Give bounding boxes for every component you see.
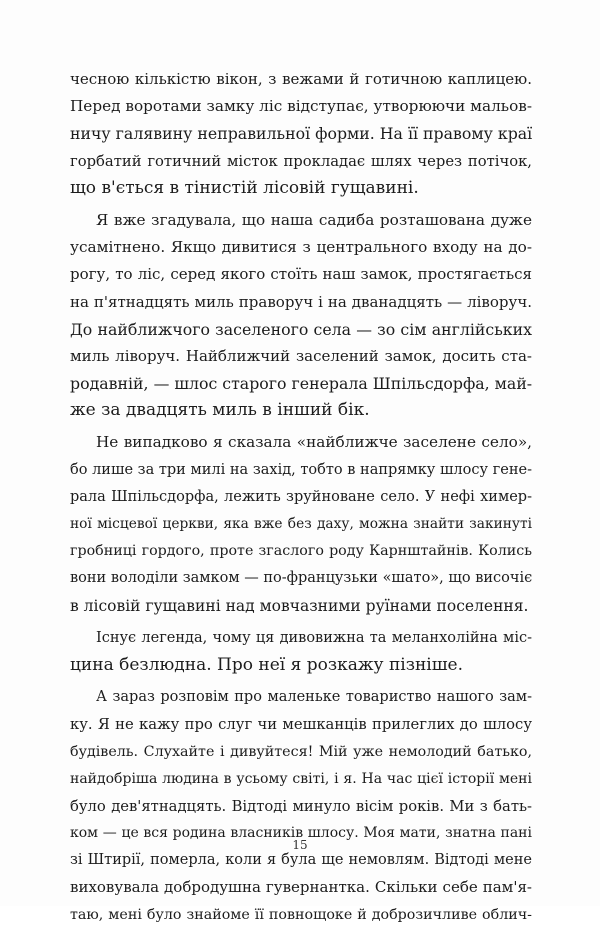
text-line: виховувала добродушна гувернантка. Скільки себе пам'я- (70, 878, 532, 897)
text-line: Існує легенда, чому ця дивовижна та меланхолійна міс- (96, 629, 532, 646)
text-line: в лісовій гущавині над мовчазними руїнами поселення. (70, 596, 529, 615)
text-line: вони володіли замком — по-французьки «шато», що височіє (70, 570, 532, 587)
text-line: А зараз розповім про маленьке товариство нашого зам- (96, 689, 532, 706)
text-line: ничу галявину неправильної форми. На її правому краї (70, 124, 532, 144)
text-line: До найближчого заселеного села — зо сім англійських (70, 319, 532, 339)
text-line: зі Штирії, померла, коли я була ще немовлям. Відтоді мене (70, 852, 532, 869)
text-line: на п'ятнадцять миль праворуч і на дванадцять — ліворуч. (70, 292, 532, 311)
text-line: же за двадцять миль в інший бік. (70, 400, 370, 421)
text-line: чесною кількістю вікон, з вежами й готичною каплицею. (70, 70, 532, 88)
text-line: що в'ється в тінистій лісовій гущавині. (70, 177, 419, 198)
text-line: миль ліворуч. Найближчий заселений замок, досить ста- (70, 346, 532, 365)
text-line: бо лише за три милі на захід, тобто в напрямку шлосу гене- (70, 461, 532, 478)
text-line: Не випадково я сказала «найближче заселене село», (96, 433, 532, 452)
text-line: усамітнено. Якщо дивитися з центрального входу на до- (70, 238, 532, 257)
text-line: рала Шпільсдорфа, лежить зруйноване село. У нефі химер- (70, 488, 532, 505)
text-line: будівель. Слухайте і дивуйтеся! Мій уже немолодий батько, (70, 743, 532, 760)
text-line: цина безлюдна. Про неї я розкажу пізніше. (70, 654, 464, 675)
text-line: Перед воротами замку ліс відступає, утворюючи мальов- (70, 97, 532, 116)
text-line: таю, мені було знайоме її повнощоке й доброзичливе облич- (70, 906, 532, 923)
text-line: ку. Я не кажу про слуг чи мешканців прилеглих до шлосу (70, 716, 532, 734)
text-line: гробниці гордого, проте згаслого роду Карнштайнів. Колись (70, 543, 532, 560)
text-line: рогу, то ліс, серед якого стоїть наш замок, простягається (70, 265, 532, 284)
text-line: родавній, — шлос старого генерала Шпільсдорфа, май- (70, 374, 532, 394)
body-text (70, 66, 532, 929)
text-line: було дев'ятнадцять. Відтоді минуло вісім років. Ми з бать- (70, 797, 532, 815)
text-line: горбатий готичний місток прокладає шлях через потічок, (70, 152, 532, 170)
text-line: найдобріша людина в усьому світі, і я. На час цієї історії мені (70, 770, 532, 787)
text-line: ком — це вся родина власників шлосу. Моя мати, знатна пані (70, 825, 532, 842)
text-line: Я вже згадувала, що наша садиба розташована дуже (96, 210, 532, 229)
text-line: ної місцевої церкви, яка вже без даху, можна знайти закинуті (70, 516, 532, 532)
page-number: 15 (292, 838, 308, 852)
